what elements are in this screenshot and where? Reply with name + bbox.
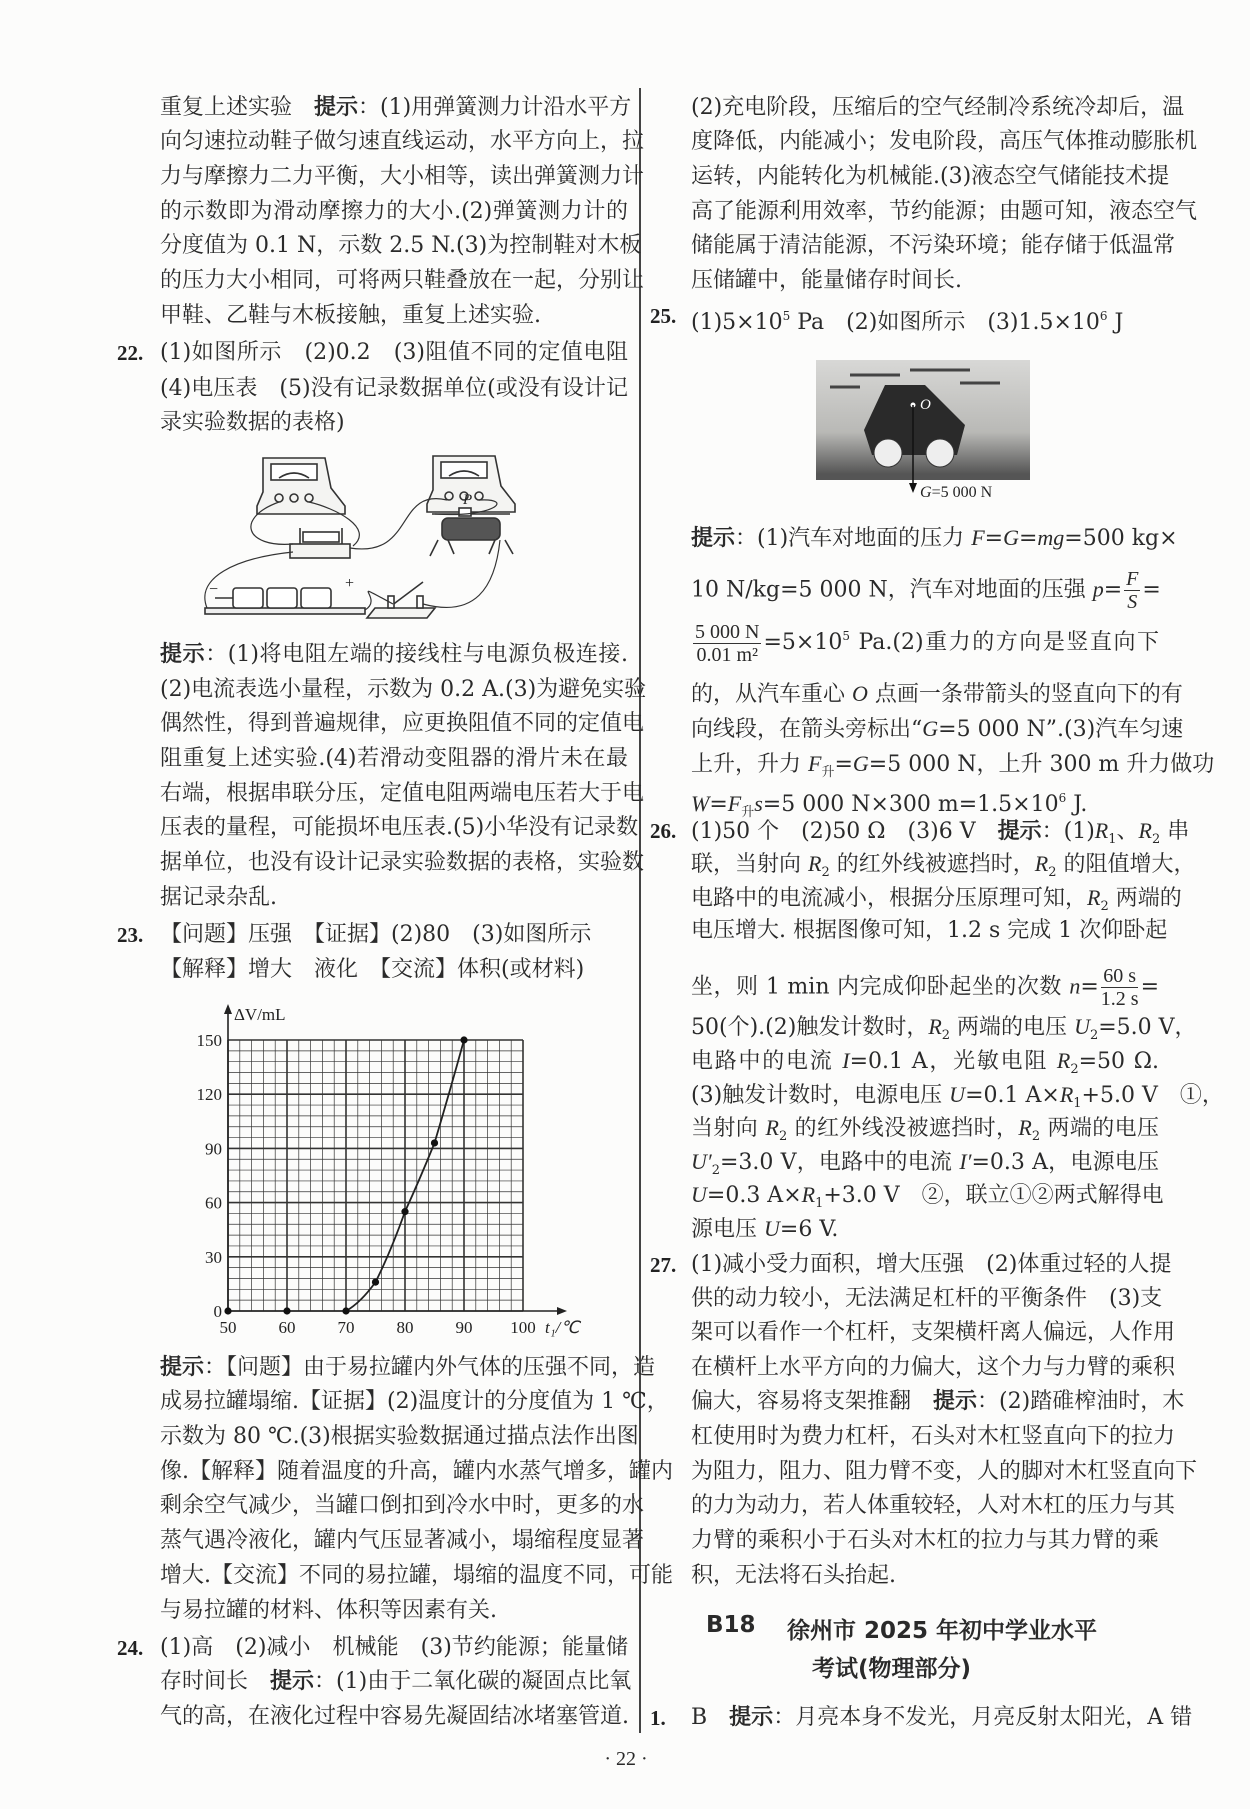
- text-line: [160, 1701, 628, 1733]
- text-line: [691, 300, 1159, 335]
- text-run: ：【问题】由于易拉罐内外气体的压强不同，造: [204, 1355, 656, 1380]
- text-run: =0.1 A×: [965, 1083, 1060, 1108]
- text-run: 向线段，在箭头旁标出“: [691, 717, 923, 742]
- text-run: 坐，则 1 min 内完成仰卧起坐的次数: [691, 974, 1070, 1000]
- text-line: [160, 1456, 673, 1488]
- fraction: [1101, 965, 1139, 1010]
- text-run: 点画一条带箭头的竖直向下的有: [867, 682, 1183, 707]
- math-symbol: F: [971, 525, 985, 550]
- question-number: 26.: [650, 819, 677, 843]
- math-symbol: U: [764, 1216, 780, 1241]
- text-run: 电压增大. 根据图像可知，1.2 s 完成 1 次仰卧起: [691, 918, 1168, 943]
- negative-terminal-label: −: [209, 581, 219, 598]
- text-line: [691, 1045, 1159, 1077]
- text-line: [160, 300, 628, 332]
- text-run: 的阻值增大，: [1056, 852, 1196, 877]
- math-symbol: G: [852, 751, 869, 776]
- question-number: 24.: [117, 1636, 144, 1660]
- math-symbol: U: [691, 1182, 707, 1207]
- text-line: [691, 522, 1178, 554]
- text-run: 的压力大小相同，可将两只鞋叠放在一起，分别让: [160, 268, 645, 293]
- text-run: 偶然性，得到普遍规律，应更换阻值不同的定值电: [160, 711, 645, 736]
- arrow-down-icon: [909, 483, 917, 493]
- text-line: [691, 678, 1183, 710]
- hint-label: 提示: [729, 1705, 774, 1730]
- question-number: 23.: [117, 923, 144, 947]
- text-run: 示数为 80 ℃.(3)根据实验数据通过描点法作出图: [160, 1424, 639, 1449]
- text-line: [691, 782, 1159, 820]
- fraction: [693, 621, 761, 666]
- hint-label: 提示: [160, 1355, 205, 1380]
- text-run: =0.3 A，电源电压: [971, 1150, 1159, 1175]
- text-run: 为阻力，阻力、阻力臂不变，人的脚对木杠竖直向下: [691, 1459, 1198, 1484]
- text-run: Pa.(2)重力的方向是竖直向下: [849, 630, 1159, 655]
- text-run: +5.0 V ①，: [1081, 1083, 1224, 1108]
- subscript: 2: [1100, 899, 1109, 914]
- text-run: =: [1140, 974, 1159, 1000]
- text-run: 蒸气遇冷液化，罐内气压显著减小，塌缩程度显著: [160, 1528, 645, 1553]
- math-symbol: R: [1056, 1048, 1071, 1073]
- math-symbol: W: [691, 791, 710, 816]
- text-line: [691, 1283, 1163, 1315]
- text-run: =: [834, 752, 853, 777]
- text-run: =5 000 N×300 m=1.5×10: [762, 792, 1059, 817]
- subscript: 2: [1151, 832, 1161, 847]
- question-number: 27.: [650, 1253, 677, 1277]
- text-run: 的红外线被遮挡时，: [829, 852, 1035, 877]
- text-run: =3.0 V，电路中的电流: [719, 1150, 960, 1175]
- x-tick-label: 100: [510, 1318, 536, 1337]
- text-run: 成易拉罐塌缩.【证据】(2)温度计的分度值为 1 ℃，: [160, 1389, 669, 1414]
- text-run: 串: [1160, 819, 1190, 844]
- text-run: 两端的电压: [950, 1015, 1075, 1040]
- math-symbol: mg: [1037, 525, 1065, 550]
- text-run: 储能属于清洁能源，不污染环境；能存储于低温常: [691, 233, 1176, 258]
- math-symbol: n: [1069, 973, 1081, 999]
- text-line: [691, 161, 1170, 193]
- text-run: 甲鞋、乙鞋与木板接触，重复上述实验.: [160, 303, 541, 328]
- text-line: [691, 1456, 1198, 1488]
- text-run: 的示数即为滑动摩擦力的大小.(2)弹簧测力计的: [160, 199, 628, 224]
- text-run: B: [691, 1705, 730, 1730]
- text-run: 剩余空气减少，当罐口倒扣到冷水中时，更多的水: [160, 1493, 645, 1518]
- text-line: [691, 1490, 1176, 1522]
- data-point: [283, 1307, 290, 1314]
- text-run: 录实验数据的表格): [160, 410, 345, 435]
- math-symbol: R: [1018, 1115, 1032, 1140]
- text-run: =50 Ω.: [1078, 1049, 1160, 1074]
- text-run: 10 N/kg=5 000 N，汽车对地面的压强: [691, 577, 1093, 603]
- text-run: (1)高 (2)减小 机械能 (3)节约能源；能量储: [160, 1635, 628, 1660]
- text-line: [160, 743, 628, 775]
- data-point: [342, 1307, 349, 1314]
- text-run: 高了能源利用效率，节约能源；由题可知，液态空气: [691, 199, 1198, 224]
- text-run: ：(2)踏碓榨油时，木: [977, 1389, 1185, 1414]
- hint-label: 提示: [691, 526, 736, 551]
- data-point: [460, 1036, 467, 1043]
- text-run: =: [1103, 577, 1123, 603]
- y-tick-label: 120: [196, 1085, 222, 1105]
- text-run: 力臂的乘积小于石头对木杠的拉力与其力臂的乘: [691, 1528, 1159, 1553]
- text-line: [691, 1386, 1185, 1418]
- text-run: 与易拉罐的材料、体积等因素有关.: [160, 1598, 497, 1623]
- section-code: B18: [706, 1612, 756, 1638]
- math-symbol: G: [922, 716, 939, 741]
- subscript: 1: [1108, 832, 1117, 847]
- x-tick-label: 70: [337, 1318, 355, 1337]
- x-tick-label: 90: [455, 1318, 473, 1337]
- text-line: [691, 965, 1159, 1010]
- text-line: [691, 1525, 1159, 1557]
- text-run: 两端的: [1108, 886, 1182, 911]
- text-line: [160, 1490, 645, 1522]
- text-line: [691, 1249, 1172, 1281]
- text-line: [691, 1352, 1176, 1384]
- text-run: 分度值为 0.1 N，示数 2.5 N.(3)为控制鞋对木板: [160, 233, 642, 258]
- text-run: 联，当射向: [691, 852, 808, 877]
- x-tick-label: 60: [278, 1318, 296, 1337]
- text-line: [691, 1011, 1197, 1043]
- text-run: 【解释】增大 液化 【交流】体积(或材料): [160, 957, 585, 982]
- numerator: 60 s: [1103, 965, 1137, 987]
- hint-label: 提示: [314, 95, 359, 120]
- text-run: 当射向: [691, 1116, 766, 1141]
- text-line: [160, 812, 639, 844]
- text-run: 像.【解释】随着温度的升高，罐内水蒸气增多，罐内: [160, 1459, 673, 1484]
- math-symbol: R: [928, 1014, 942, 1039]
- text-run: =5.0 V，: [1098, 1015, 1197, 1040]
- denominator: S: [1127, 591, 1138, 613]
- text-line: [160, 1525, 645, 1557]
- text-line: [160, 954, 628, 986]
- text-line: [160, 1421, 639, 1453]
- math-symbol: U: [949, 1082, 966, 1107]
- math-symbol: R: [808, 851, 822, 876]
- text-run: 、: [1116, 819, 1139, 844]
- text-run: 50(个).(2)触发计数时，: [691, 1015, 929, 1040]
- y-tick-label: 90: [205, 1139, 222, 1159]
- math-symbol: R: [1094, 818, 1109, 843]
- y-tick-label: 150: [196, 1031, 222, 1050]
- math-symbol: F: [727, 791, 742, 816]
- hint-label: 提示: [997, 819, 1042, 844]
- numerator: F: [1126, 568, 1139, 590]
- x-axis-arrow-icon: [557, 1307, 567, 1315]
- circuit-diagram: [195, 448, 595, 623]
- text-line: [691, 620, 1159, 666]
- text-run: 【问题】压强 【证据】(2)80 (3)如图所示: [160, 922, 592, 947]
- text-line: [160, 265, 645, 297]
- gravity-label: [920, 484, 993, 501]
- math-symbol: R: [1138, 818, 1152, 843]
- text-line: [160, 1632, 628, 1664]
- text-run: 杠使用时为费力杠杆，石头对木杠竖直向下的拉力: [691, 1424, 1176, 1449]
- subscript: 2: [711, 1163, 720, 1178]
- text-run: 度降低，内能减小；发电阶段，高压气体推动膨胀机: [691, 129, 1198, 154]
- text-run: 据记录杂乱.: [160, 885, 277, 910]
- text-line: [691, 1213, 1159, 1245]
- rheostat-icon: [430, 508, 513, 556]
- text-line: [160, 1595, 628, 1627]
- math-symbol: R: [1034, 851, 1049, 876]
- x-tick-label: 50: [219, 1318, 237, 1337]
- text-line: [691, 882, 1182, 914]
- subscript: 升: [821, 765, 835, 780]
- text-run: (2)电流表选小量程，示数为 0.2 A.(3)为避免实验: [160, 677, 647, 702]
- text-line: [160, 847, 645, 879]
- section-title-line1: 徐州市 2025 年初中学业水平: [787, 1618, 1098, 1644]
- text-line: [691, 915, 1168, 947]
- text-line: [691, 265, 1159, 297]
- subscript: 2: [941, 1028, 951, 1043]
- subscript: 2: [1070, 1062, 1079, 1077]
- text-run: =500 kg×: [1064, 526, 1178, 551]
- text-run: 右端，根据串联分压，定值电阻两端电压若大于电: [160, 781, 645, 806]
- text-line: [691, 1421, 1176, 1453]
- text-run: J: [1107, 310, 1124, 335]
- text-run: (1)减小受力面积，增大压强 (2)体重过轻的人提: [691, 1252, 1172, 1277]
- fraction: [1124, 568, 1140, 613]
- superscript: 5: [782, 309, 791, 323]
- flying-car-force-diagram: [810, 345, 1060, 510]
- text-run: =0.3 A×: [706, 1183, 802, 1208]
- text-line: [160, 1560, 673, 1592]
- text-run: ：(1)将电阻左端的接线柱与电源负极连接.: [205, 642, 628, 667]
- point-o-label: O: [920, 397, 931, 413]
- y-axis-arrow-icon: [224, 1004, 232, 1014]
- text-run: =: [1018, 526, 1038, 551]
- question-number: 22.: [117, 341, 144, 365]
- data-point: [224, 1307, 231, 1314]
- text-line: [691, 196, 1198, 228]
- text-run: (3)触发计数时，电源电压: [691, 1083, 950, 1108]
- text-run: =5 000 N，上升 300 m 升力做功: [868, 752, 1215, 777]
- text-run: (4)电压表 (5)没有记录数据单位(或没有设计记: [160, 376, 628, 401]
- text-run: 的力为动力，若人体重较轻，人对木杠的压力与其: [691, 1493, 1176, 1518]
- text-run: 压储罐中，能量储存时间长.: [691, 268, 962, 293]
- text-line: [160, 639, 628, 671]
- text-run: 增大.【交流】不同的易拉罐，塌缩的温度不同，可能: [160, 1563, 673, 1588]
- text-run: 气的高，在液化过程中容易先凝固结冰堵塞管道.: [160, 1704, 629, 1729]
- text-line: [160, 92, 632, 124]
- superscript: 6: [1099, 309, 1108, 323]
- text-line: [160, 230, 642, 262]
- volume-temperature-chart: [150, 990, 590, 1340]
- math-symbol: F: [808, 751, 822, 776]
- column-divider: [639, 88, 641, 1733]
- text-run: (1)5×10: [691, 310, 783, 335]
- text-line: [160, 919, 628, 951]
- text-line: [160, 1386, 669, 1418]
- math-symbol: R: [801, 1182, 816, 1207]
- text-run: ：(1): [1041, 819, 1095, 844]
- question-number: 25.: [650, 304, 677, 328]
- text-line: [691, 815, 1190, 847]
- text-run: 架可以看作一个杠杆，支架横杆离人偏远，人作用: [691, 1320, 1176, 1345]
- text-run: =0.1 A，光敏电阻: [849, 1049, 1057, 1074]
- text-line: [691, 1112, 1159, 1144]
- positive-terminal-label: +: [345, 575, 355, 592]
- slider-label: P: [463, 492, 473, 508]
- math-symbol: U′: [691, 1149, 712, 1174]
- text-run: 积，无法将石头抬起.: [691, 1563, 896, 1588]
- text-line: [691, 1702, 1193, 1734]
- math-symbol: I′: [959, 1149, 972, 1174]
- math-symbol: G: [1003, 525, 1019, 550]
- text-line: [691, 713, 1184, 745]
- numerator: 5 000 N: [695, 620, 760, 643]
- text-run: 两端的电压: [1040, 1116, 1159, 1141]
- text-run: 重复上述实验: [160, 95, 315, 120]
- text-run: 的红外线没被遮挡时，: [787, 1116, 1019, 1141]
- text-run: 力与摩擦力二力平衡，大小相等，读出弹簧测力计: [160, 164, 645, 189]
- subscript: 升: [741, 805, 755, 820]
- subscript: 2: [778, 1129, 788, 1144]
- math-symbol: R: [1087, 885, 1101, 910]
- subscript: 2: [1089, 1028, 1099, 1043]
- text-run: =: [1142, 577, 1161, 603]
- battery-icon: [205, 588, 365, 614]
- hint-label: 提示: [270, 1669, 315, 1694]
- text-line: [691, 230, 1176, 262]
- text-run: 上升，升力: [691, 752, 808, 777]
- superscript: 5: [842, 629, 850, 643]
- text-run: ：月亮本身不发光，月亮反射太阳光，A 错: [773, 1705, 1193, 1730]
- text-run: 在横杆上水平方向的力偏大，这个力与力臂的乘积: [691, 1355, 1176, 1380]
- text-run: 的，从汽车重心: [691, 682, 852, 707]
- text-run: (2)充电阶段，压缩后的空气经制冷系统冷却后，温: [691, 95, 1185, 120]
- hint-label: 提示: [160, 642, 206, 667]
- text-line: [160, 1352, 656, 1384]
- superscript: 6: [1058, 791, 1067, 805]
- question-number: 1.: [650, 1706, 666, 1730]
- text-run: 阻重复上述实验.(4)若滑动变阻器的滑片未在最: [160, 746, 628, 771]
- text-line: [160, 778, 645, 810]
- math-symbol: I: [842, 1048, 850, 1073]
- text-run: ：(1)汽车对地面的压力: [735, 526, 972, 551]
- text-line: [691, 92, 1185, 124]
- math-symbol: R: [765, 1115, 779, 1140]
- text-run: 供的动力较小，无法满足杠杆的平衡条件 (3)支: [691, 1286, 1163, 1311]
- gravity-symbol: G: [920, 484, 932, 501]
- switch-icon: [367, 582, 435, 618]
- text-line: [691, 1179, 1164, 1211]
- text-run: 源电压: [691, 1217, 764, 1242]
- text-line: [691, 126, 1198, 158]
- denominator: 1.2 s: [1100, 988, 1139, 1010]
- text-run: =6 V.: [779, 1217, 839, 1242]
- text-line: [160, 1666, 632, 1698]
- subscript: 2: [1031, 1129, 1041, 1144]
- y-tick-label: 0: [213, 1302, 222, 1321]
- subscript: 2: [1048, 865, 1057, 880]
- math-symbol: U: [1074, 1014, 1090, 1039]
- text-run: =: [1080, 974, 1099, 1000]
- text-line: [160, 882, 628, 914]
- text-line: [691, 848, 1196, 880]
- subscript: 1: [815, 1196, 824, 1211]
- text-run: (1)如图所示 (2)0.2 (3)阻值不同的定值电阻: [160, 340, 628, 365]
- text-run: =5 000 N”.(3)汽车匀速: [938, 717, 1184, 742]
- text-run: 运转，内能转化为机械能.(3)液态空气储能技术提: [691, 164, 1170, 189]
- section-title-line2: 考试(物理部分): [812, 1656, 972, 1682]
- resistor-icon: [290, 528, 350, 558]
- math-symbol: O: [852, 681, 868, 706]
- math-symbol: p: [1092, 576, 1104, 602]
- subscript: 1: [1073, 1096, 1082, 1111]
- text-line: [691, 1146, 1159, 1178]
- text-line: [160, 196, 628, 228]
- text-line: [691, 748, 1215, 780]
- page-number: · 22 ·: [604, 1748, 648, 1770]
- data-point: [431, 1139, 438, 1146]
- text-line: [691, 568, 1161, 613]
- data-point: [372, 1278, 379, 1285]
- x-axis-label: t₁/℃: [545, 1318, 580, 1337]
- text-line: [160, 708, 645, 740]
- text-run: 偏大，容易将支架推翻: [691, 1389, 934, 1414]
- y-axis-label: ΔV/mL: [234, 1005, 286, 1024]
- text-run: 存时间长: [160, 1669, 271, 1694]
- gravity-value: =5 000 N: [931, 484, 993, 501]
- text-run: +3.0 V ②，联立①②两式解得电: [823, 1183, 1164, 1208]
- hint-label: 提示: [933, 1389, 978, 1414]
- text-run: 电路中的电流减小，根据分压原理可知，: [691, 886, 1088, 911]
- text-run: (1)50 个 (2)50 Ω (3)6 V: [691, 819, 998, 844]
- text-run: ：(1)用弹簧测力计沿水平方: [358, 95, 632, 120]
- text-run: =: [984, 526, 1004, 551]
- x-tick-label: 80: [396, 1318, 414, 1337]
- text-run: ：(1)由于二氧化碳的凝固点比氧: [314, 1669, 632, 1694]
- text-run: =5×10: [763, 630, 843, 655]
- math-symbol: s: [754, 791, 763, 816]
- text-line: [160, 674, 647, 706]
- text-run: =: [709, 792, 728, 817]
- text-line: [691, 1079, 1224, 1111]
- text-line: [160, 126, 645, 158]
- text-run: Pa (2)如图所示 (3)1.5×10: [790, 310, 1100, 335]
- data-point: [401, 1208, 408, 1215]
- text-line: [160, 337, 628, 369]
- y-tick-label: 30: [205, 1247, 222, 1267]
- text-run: 向匀速拉动鞋子做匀速直线运动，水平方向上，拉: [160, 129, 645, 154]
- math-symbol: R: [1059, 1082, 1074, 1107]
- text-run: 压表的量程，可能损坏电压表.(5)小华没有记录数: [160, 815, 639, 840]
- text-run: J.: [1066, 792, 1088, 817]
- text-run: 据单位，也没有设计记录实验数据的表格，实验数: [160, 850, 645, 875]
- text-line: [691, 1560, 1159, 1592]
- subscript: 2: [821, 865, 830, 880]
- text-line: [160, 161, 645, 193]
- text-line: [160, 373, 628, 405]
- denominator: 0.01 m²: [696, 643, 758, 666]
- text-run: 电路中的电流: [691, 1049, 843, 1074]
- text-line: [691, 1317, 1176, 1349]
- y-tick-label: 60: [205, 1193, 222, 1213]
- text-line: [160, 407, 628, 439]
